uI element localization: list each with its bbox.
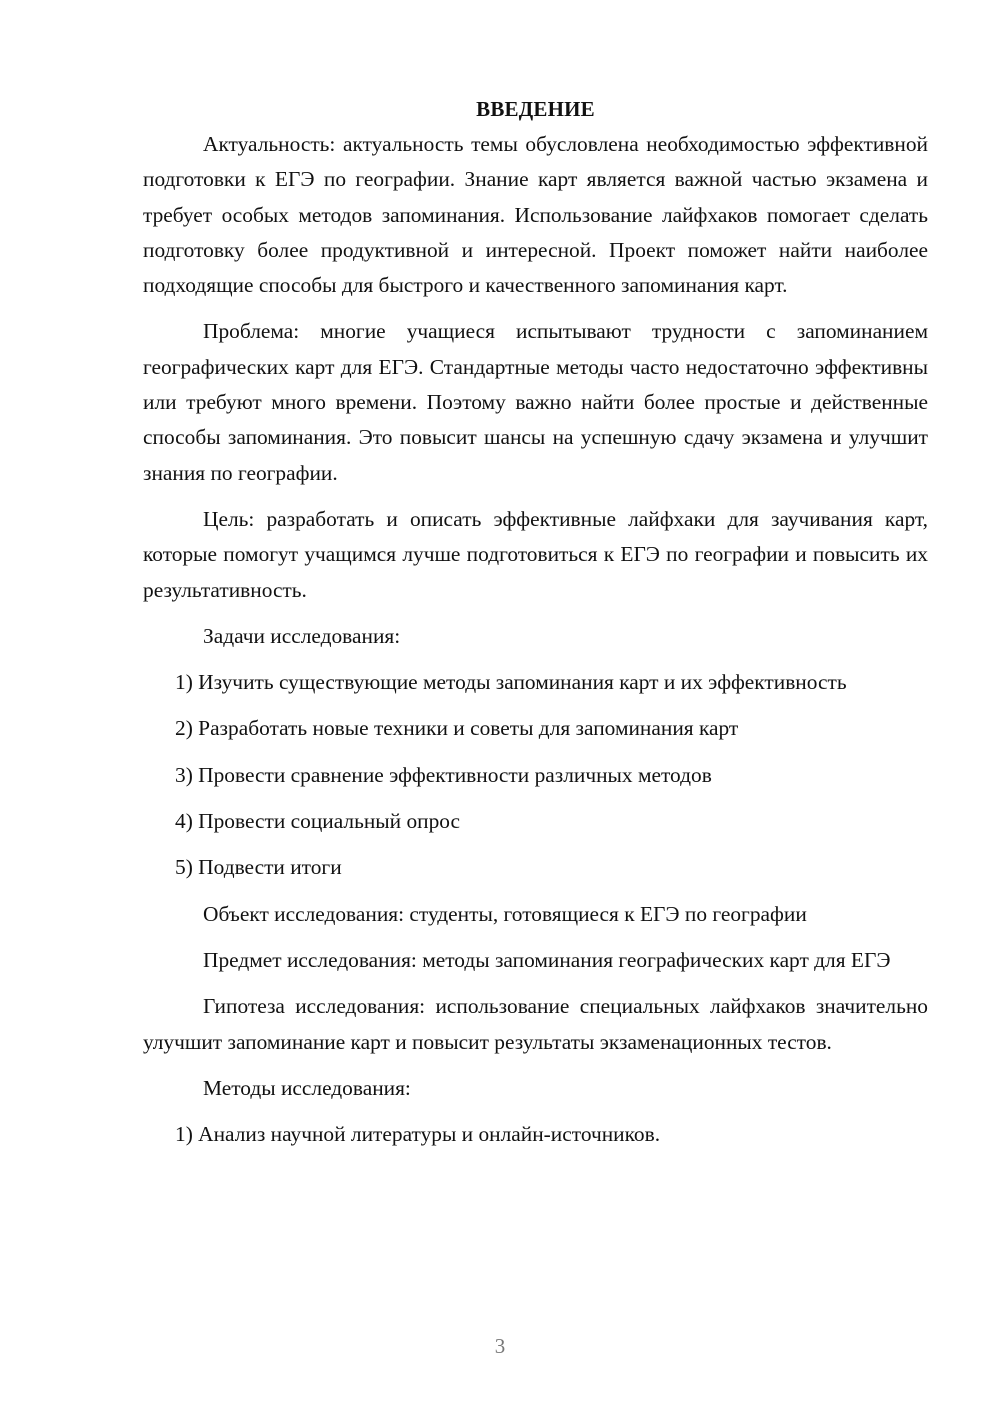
problem-paragraph: Проблема: многие учащиеся испытывают трудности с запоминанием географических карт для ЕГЭ. Стандартные методы часто недостаточно эффективны или требуют много времени. Поэтому важно найти более простые и действенные способы запоминания. Это повысит шансы на успешную сдачу экзамена и улучшит знания по географии. [143, 319, 928, 485]
methods-heading: Методы исследования: [203, 1075, 411, 1100]
document-page [143, 92, 928, 1163]
relevance-paragraph: Актуальность: актуальность темы обусловлена необходимостью эффективной подготовки к ЕГЭ по географии. Знание карт является важной частью экзамена и требует особых методов запоминания. Использование лайфхаков помогает сделать подготовку более продуктивной и интересной. Проект поможет найти наиболее подходящие способы для быстрого и качественного запоминания карт. [143, 132, 928, 298]
task-item-5: 5) Подвести итоги [175, 855, 342, 880]
object-paragraph: Объект исследования: студенты, готовящиеся к ЕГЭ по географии [203, 901, 807, 926]
hypothesis-paragraph: Гипотеза исследования: использование специальных лайфхаков значительно улучшит запоминание карт и повысит результаты экзаменационных тестов. [143, 994, 928, 1054]
task-item-3: 3) Провести сравнение эффективности различных методов [175, 762, 712, 787]
task-item-1: 1) Изучить существующие методы запоминания карт и их эффективность [175, 670, 847, 695]
page-number: 3 [494, 1334, 506, 1358]
task-item-2: 2) Разработать новые техники и советы для запоминания карт [175, 716, 739, 741]
method-item-1: 1) Анализ научной литературы и онлайн-источников. [175, 1122, 661, 1147]
page-title: ВВЕДЕНИЕ [476, 97, 595, 121]
tasks-heading: Задачи исследования: [203, 623, 401, 648]
task-item-4: 4) Провести социальный опрос [175, 809, 461, 834]
subject-paragraph: Предмет исследования: методы запоминания географических карт для ЕГЭ [203, 947, 891, 972]
goal-paragraph: Цель: разработать и описать эффективные лайфхаки для заучивания карт, которые помогут учащимся лучше подготовиться к ЕГЭ по географии и повысить их результативность. [143, 506, 928, 602]
